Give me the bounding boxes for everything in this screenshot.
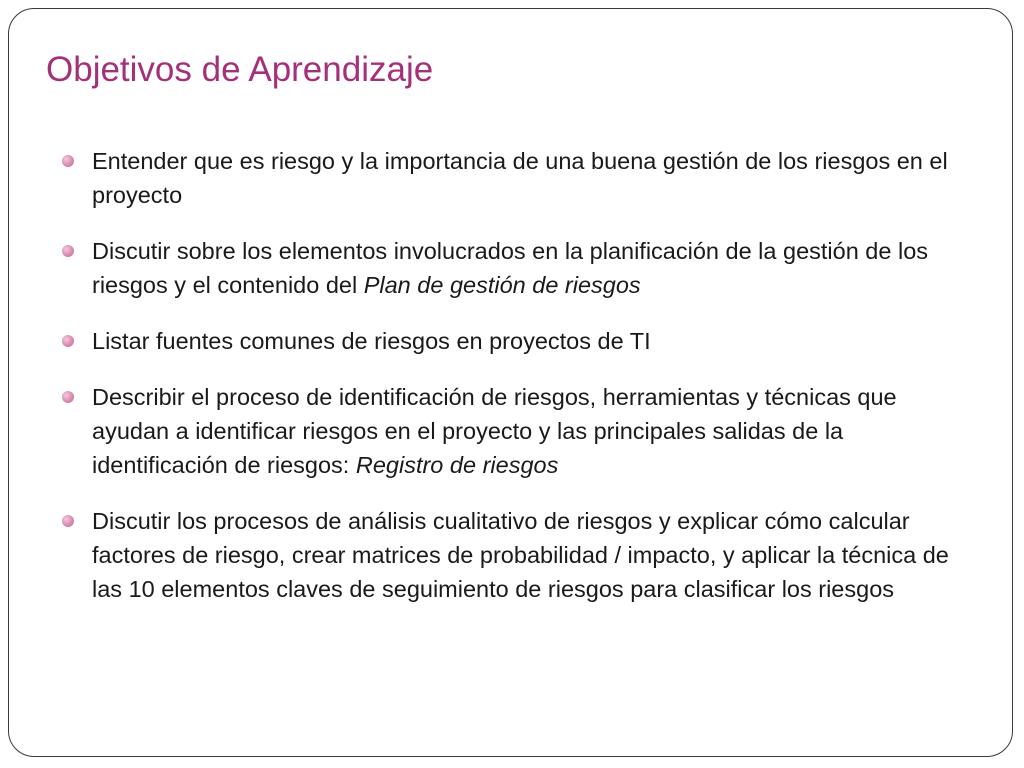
bullet-text: Entender que es riesgo y la importancia de una buena gestión de los riesgos en el proyecto bbox=[92, 148, 948, 208]
bullet-text: Listar fuentes comunes de riesgos en proyectos de TI bbox=[92, 328, 651, 354]
bullet-list bbox=[92, 144, 972, 628]
bullet-item-4 bbox=[92, 380, 972, 482]
bullet-text: Describir el proceso de identificación de riesgos, herramientas y técnicas que ayudan a identificar riesgos en el proyecto y las principales salidas de la identificación de riesgos: bbox=[92, 384, 897, 478]
bullet-dot-icon bbox=[62, 391, 74, 403]
bullet-emphasis: Registro de riesgos bbox=[355, 452, 559, 478]
bullet-item-1 bbox=[92, 144, 972, 212]
bullet-dot-icon bbox=[62, 515, 74, 527]
bullet-item-3 bbox=[92, 324, 972, 358]
slide-title: Objetivos de Aprendizaje bbox=[46, 50, 434, 89]
bullet-text: Discutir sobre los elementos involucrados en la planificación de la gestión de los riesgos y el contenido del bbox=[92, 238, 929, 298]
bullet-text: Discutir los procesos de análisis cualitativo de riesgos y explicar cómo calcular factores de riesgo, crear matrices de probabilidad / impacto, y aplicar la técnica de las 10 elementos claves de seguimiento de riesgos para clasificar los riesgos bbox=[92, 508, 949, 602]
bullet-dot-icon bbox=[62, 335, 74, 347]
bullet-emphasis: Plan de gestión de riesgos bbox=[363, 272, 641, 298]
bullet-dot-icon bbox=[62, 155, 74, 167]
bullet-item-5 bbox=[92, 504, 972, 606]
bullet-dot-icon bbox=[62, 245, 74, 257]
bullet-item-2 bbox=[92, 234, 972, 302]
